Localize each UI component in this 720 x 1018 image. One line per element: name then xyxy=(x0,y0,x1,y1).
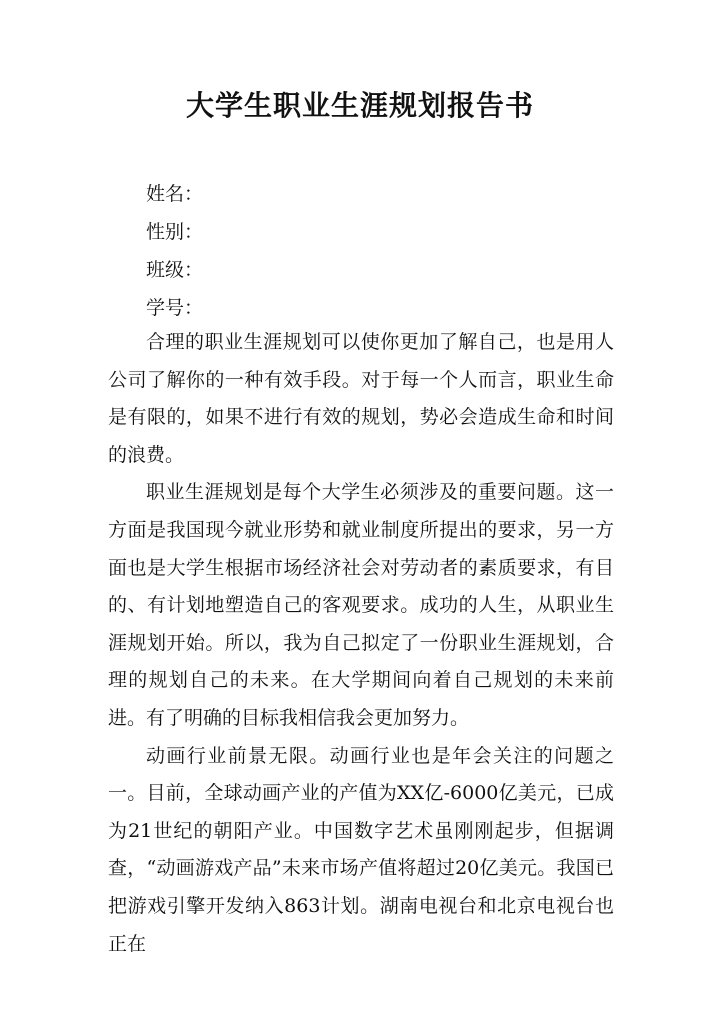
paragraph-intro: 合理的职业生涯规划可以使你更加了解自己，也是用人公司了解你的一种有效手段。对于每一个人而言，职业生命是有限的，如果不进行有效的规划，势必会造成生命和时间的浪费。 xyxy=(108,331,614,466)
paragraph-animation-industry: 动画行业前景无限。动画行业也是年会关注的问题之一。目前，全球动画产业的产值为XX亿-6000亿美元，已成为21世纪的朝阳产业。中国数字艺术虽刚刚起步，但据调查，“动画游戏产品”未来市场产值将超过20亿美元。我国已把游戏引擎开发纳入863计划。湖南电视台和北京电视台也正在 xyxy=(108,744,614,955)
gender-field-label: 性别： xyxy=(146,221,204,243)
student-id-field-label: 学号： xyxy=(146,297,204,319)
document-body xyxy=(108,324,614,963)
paragraph-importance: 职业生涯规划是每个大学生必须涉及的重要问题。这一方面是我国现今就业形势和就业制度所提出的要求，另一方面也是大学生根据市场经济社会对劳动者的素质要求，有目的、有计划地塑造自己的客观要求。成功的人生，从职业生涯规划开始。所以，我为自己拟定了一份职业生涯规划，合理的规划自己的未来。在大学期间向着自己规划的未来前进。有了明确的目标我相信我会更加努力。 xyxy=(108,481,614,729)
document-title: 大学生职业生涯规划报告书 xyxy=(185,89,534,122)
class-field-label: 班级： xyxy=(146,259,204,281)
name-field-label: 姓名： xyxy=(146,183,204,205)
